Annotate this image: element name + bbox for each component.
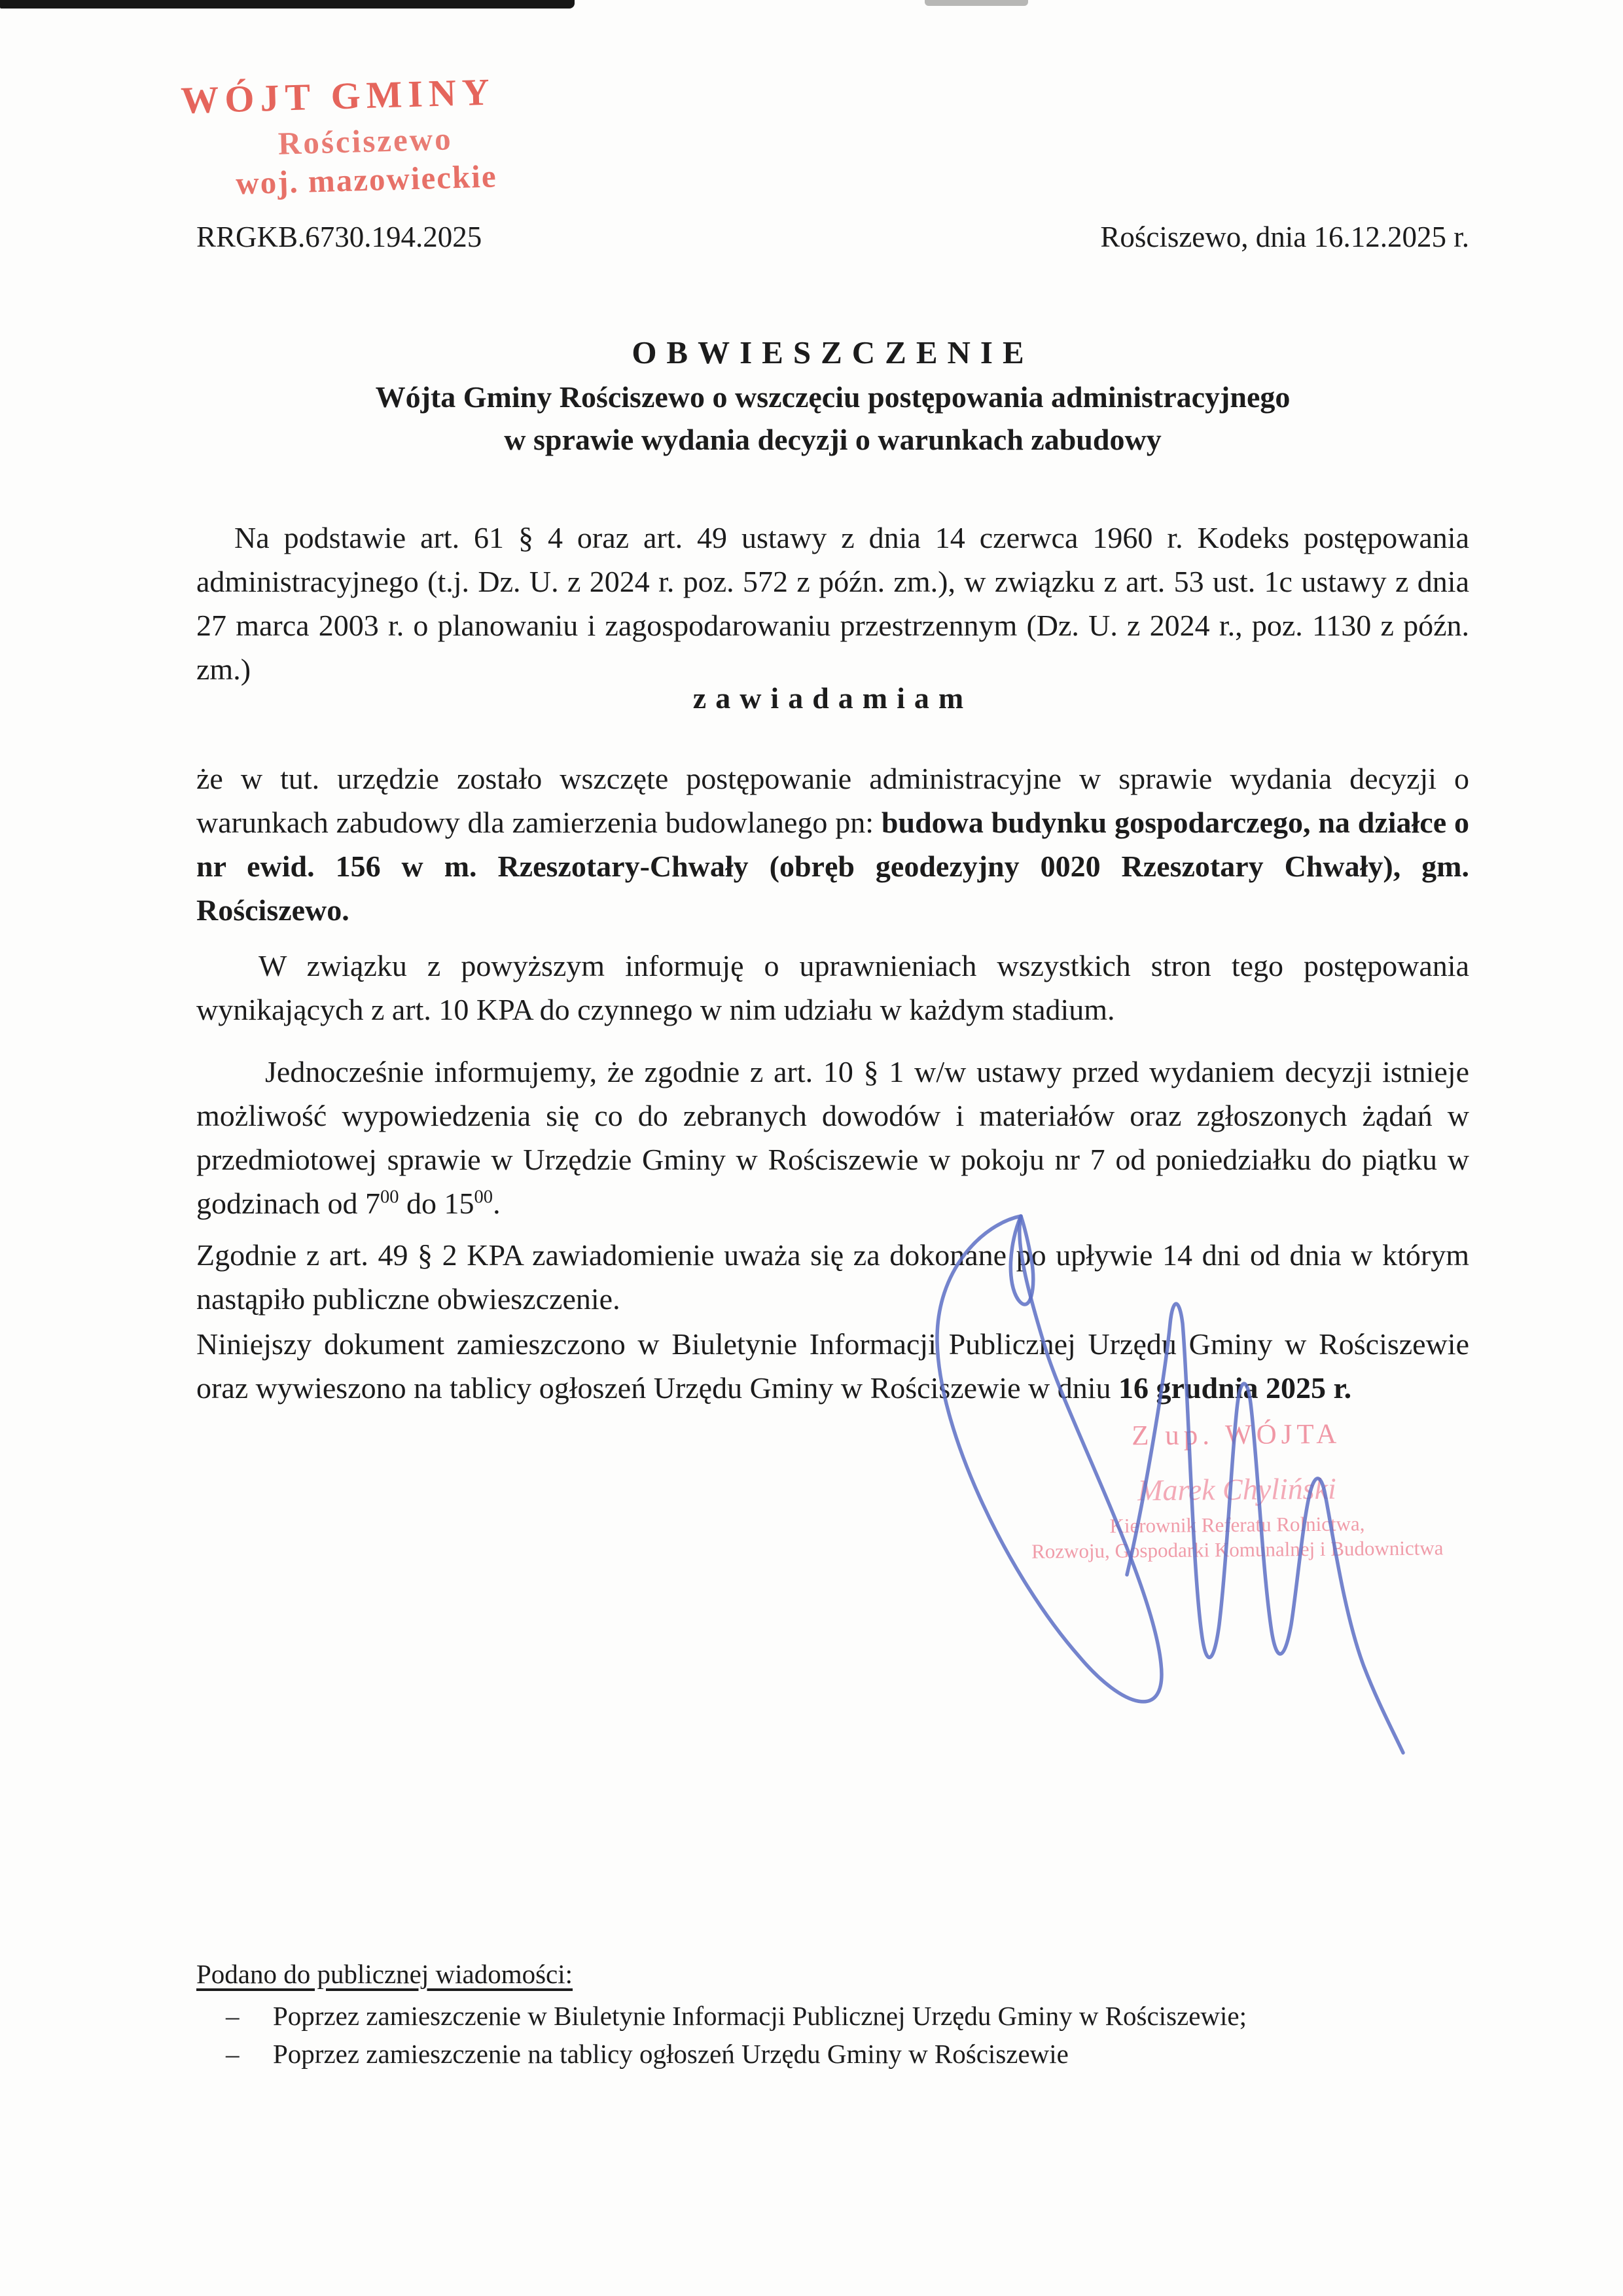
- stamp-voivodeship: woj. mazowieckie: [235, 158, 498, 202]
- kpa-article10-paragraph: [196, 1050, 1469, 1225]
- stamp-signer-name: Marek Chyliński: [1137, 1471, 1337, 1507]
- announcement-item-text: Poprzez zamieszczenie w Biuletynie Informacji Publicznej Urzędu Gminy w Rościszewie;: [273, 2001, 1247, 2031]
- notification-text-bold: budowa budynku gospodarczego, na działce o nr ewid. 156 w m. Rzeszotary-Chwały (obręb geodezyjny 0020 Rzeszotary Chwały), gm. Rościszewo.: [196, 806, 1469, 927]
- kpa10-part3: .: [493, 1187, 501, 1220]
- publication-date-bold: 16 grudnia 2025 r.: [1118, 1371, 1352, 1405]
- list-dash: –: [226, 2001, 240, 2031]
- announcement-list-item: [226, 2000, 1469, 2032]
- kpa10-part2: do 15: [399, 1187, 474, 1220]
- notification-paragraph: [196, 757, 1469, 932]
- document-subtitle-line1: Wójta Gminy Rościszewo o wszczęciu postępowania administracyjnego: [375, 380, 1291, 414]
- case-reference-number: RRGKB.6730.194.2025: [196, 221, 482, 253]
- stamp-office-name: WÓJT GMINY: [180, 70, 496, 122]
- municipal-office-stamp: [180, 68, 550, 204]
- kpa10-part1: Jednocześnie informujemy, że zgodnie z art. 10 § 1 w/w ustawy przed wydaniem decyzji istnieje możliwość wypowiedzenia się co do zebranych dowodów i materiałów oraz zgłoszonych żądań w przedmiotowej sprawie w Urzędzie Gminy w Rościszewie w pokoju nr 7 od poniedziałku do piątku w godzinach od 7: [196, 1055, 1469, 1220]
- document-title: OBWIESZCZENIE: [632, 334, 1034, 370]
- office-hours-open-superscript: 00: [380, 1187, 399, 1208]
- announcement-item-text: Poprzez zamieszczenie na tablicy ogłoszeń Urzędu Gminy w Rościszewie: [273, 2039, 1069, 2069]
- place-and-date: Rościszewo, dnia 16.12.2025 r.: [1100, 221, 1469, 253]
- stamp-authorization-line: Z up. WÓJTA: [1132, 1418, 1342, 1452]
- list-dash: –: [226, 2039, 240, 2069]
- stamp-signer-title-line1: Kierownik Referatu Rolnictwa,: [1109, 1512, 1365, 1537]
- office-hours-close-superscript: 00: [474, 1187, 493, 1208]
- kpa-article49-paragraph: Zgodnie z art. 49 § 2 KPA zawiadomienie uważa się za dokonane po upływie 14 dni od dnia w którym nastąpiło publiczne obwieszczenie.: [196, 1238, 1469, 1316]
- stamp-municipality: Rościszewo: [277, 120, 454, 162]
- scan-artifact-bar: [0, 0, 575, 9]
- parties-rights-paragraph: W związku z powyższym informuję o uprawnieniach wszystkich stron tego postępowania wynikających z art. 10 KPA do czynnego w nim udziału w każdym stadium.: [196, 949, 1469, 1026]
- scan-artifact-smudge: [925, 0, 1028, 6]
- announcement-list-item: [226, 2038, 1469, 2070]
- notification-text-regular: że w tut. urzędzie zostało wszczęte postępowanie administracyjne w sprawie wydania decyzji o warunkach zabudowy dla zamierzenia budowlanego pn:: [196, 762, 1469, 839]
- handwritten-signature: [911, 1204, 1415, 1780]
- stamp-signer-title-line2: Rozwoju, Gospodarki Komunalnej i Budownictwa: [1031, 1536, 1444, 1563]
- public-announcement-heading: Podano do publicznej wiadomości:: [196, 1959, 573, 1989]
- document-subtitle-line2: w sprawie wydania decyzji o warunkach zabudowy: [504, 423, 1162, 456]
- legal-basis-paragraph: Na podstawie art. 61 § 4 oraz art. 49 ustawy z dnia 14 czerwca 1960 r. Kodeks postępowania administracyjnego (t.j. Dz. U. z 2024 r. poz. 572 z późn. zm.), w związku z art. 53 ust. 1c ustawy z dnia 27 marca 2003 r. o planowaniu i zagospodarowaniu przestrzennym (Dz. U. z 2024 r., poz. 1130 z późn. zm.): [196, 521, 1469, 686]
- notification-heading: zawiadamiam: [692, 681, 973, 715]
- publication-text-regular: Niniejszy dokument zamieszczono w Biuletynie Informacji Publicznej Urzędu Gminy w Rościszewie oraz wywieszono na tablicy ogłoszeń Urzędu Gminy w Rościszewie w dniu: [196, 1327, 1469, 1405]
